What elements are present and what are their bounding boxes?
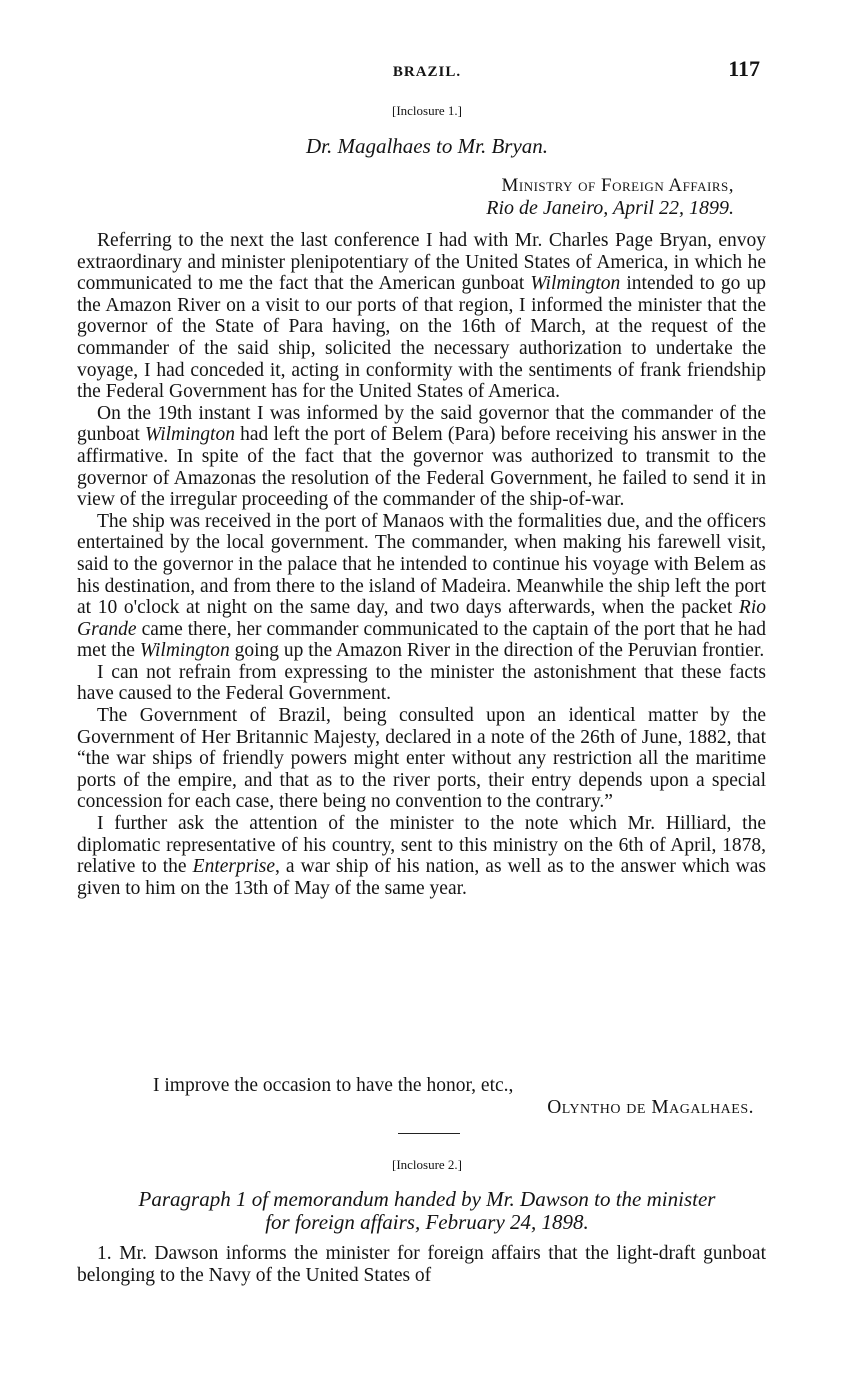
text-run: 1. Mr. Dawson informs the minister for foreign affairs that the light-draft gunboat belonging to the Navy of the United States of	[77, 1243, 766, 1286]
text-run: The ship was received in the port of Manaos with the formalities due, and the officers entertained by the local government. The commander, when making his farewell visit, said to the governor in the palace that he intended to continue his voyage with Belem as his destination, and from there to the island of Madeira. Meanwhile the ship left the port at 10 o'clock at night on the same day, and two days afterwards, when the packet	[77, 510, 766, 619]
text-run: , a war ship of his nation, as well as to the answer which was given to him on the 13th of May of the same year.	[77, 856, 767, 899]
text-run: I can not refrain from expressing to the minister the astonishment that these facts have caused to the Federal Government.	[77, 661, 766, 705]
italic-run: Enterprise	[192, 856, 275, 878]
text-run: intended to go up the Amazon River on a visit to our ports of that region, I informed the minister that the governor of the State of Para having, on the 16th of March, at the request of the commander of the said ship, solicited the necessary authorization to undertake the voyage, I had conceded it, acting in conformity with the sentiments of frank friendship the Federal Government has for the United States of America.	[77, 273, 766, 403]
italic-run: Wilmington	[145, 424, 235, 446]
text-run: On the 19th instant I was informed by the said governor that the commander of the gunboat	[77, 402, 766, 446]
letter-body	[77, 230, 766, 899]
italic-run: Wilmington	[139, 640, 230, 662]
paragraph	[77, 403, 766, 511]
dateline-place: Rio de Janeiro, April 22, 1899.	[486, 197, 734, 219]
inclosure-2-heading-line2: for foreign affairs, February 24, 1898.	[265, 1210, 589, 1234]
inclosure-1-label: [Inclosure 1.]	[391, 103, 463, 118]
text-run: I further ask the attention of the minister to the note which Mr. Hilliard, the diplomatic representative of his country, sent to this ministry on the 6th of April, 1878, relative to the	[77, 813, 766, 878]
paragraph	[77, 511, 766, 662]
italic-run: Rio Grande	[77, 597, 766, 640]
running-title: BRAZIL.	[392, 64, 462, 80]
text-run: The Government of Brazil, being consulted upon an identical matter by the Government of Her Britannic Majesty, declared in a note of the 26th of June, 1882, that “the war ships of friendly powers might enter without any restriction all the maritime ports of the empire, and that as to the river ports, their entry depends upon a special concession for each case, there being no convention to the contrary.”	[77, 705, 766, 813]
closing-line: I improve the occasion to have the honor, etc.,	[153, 1075, 514, 1096]
page-number: 117	[728, 56, 760, 81]
section-divider	[398, 1133, 460, 1134]
paragraph	[77, 813, 766, 899]
memorandum-body	[77, 1243, 766, 1286]
paragraph	[77, 705, 766, 813]
dateline-office: Ministry of Foreign Affairs,	[501, 175, 734, 196]
inclosure-1-heading: Dr. Magalhaes to Mr. Bryan.	[305, 134, 549, 158]
inclosure-2-heading-line1: Paragraph 1 of memorandum handed by Mr. Dawson to the minister	[138, 1187, 716, 1211]
text-run: had left the port of Belem (Para) before receiving his answer in the affirmative. In spite of the fact that the governor was authorized to transmit to the governor of Amazonas the resolution of the Federal Government, he failed to send it in view of the irregular proceeding of the commander of the ship-of-war.	[77, 424, 767, 511]
running-head	[0, 58, 854, 88]
signature: Olyntho de Magalhaes.	[547, 1097, 754, 1118]
paragraph	[77, 230, 766, 403]
paragraph	[77, 1243, 766, 1286]
text-run: going up the Amazon River in the direction of the Peruvian frontier.	[229, 640, 765, 662]
text-run: Referring to the next the last conference I had with Mr. Charles Page Bryan, envoy extraordinary and minister plenipotentiary of the United States of America, in which he communicated to me the fact that the American gunboat	[77, 230, 766, 295]
italic-run: Wilmington	[530, 273, 621, 295]
inclosure-2-label: [Inclosure 2.]	[391, 1157, 463, 1172]
text-run: came there, her commander communicated to the captain of the port that he had met the	[77, 618, 766, 662]
paragraph	[77, 662, 766, 705]
